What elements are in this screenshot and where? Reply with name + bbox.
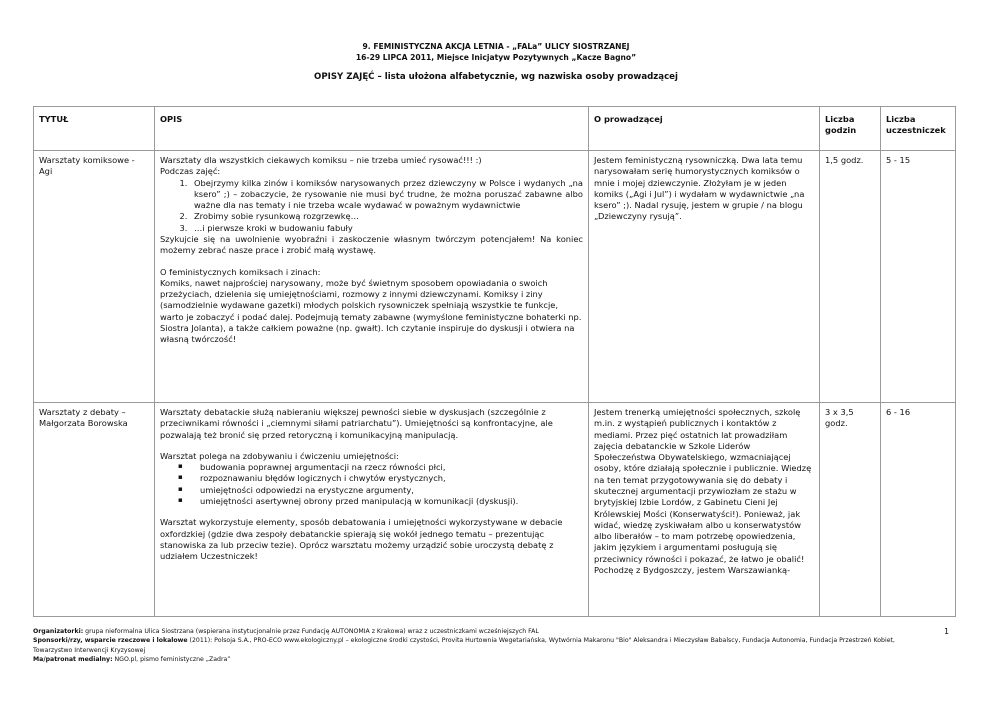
footer-sponsors: Sponsorki/rzy, wsparcie rzeczowe i lokalowe (2011): Polsoja S.A., PRO-ECO www.ekologiczny.pl – ekologiczne środki czystości, Provita Hurtownia Wegetariańska, Wytwórnia Makaronu "Bio" Aleksandra i Mieczysław Babalscy, Fundacja Autonomia, Fundacja Przestrzeń Kobiet, Towarzystwo Interwencji Kryzysowej	[33, 637, 895, 654]
row-title: Warsztaty z debaty – Małgorzata Borowska	[34, 403, 155, 617]
row-participants: 5 - 15	[881, 151, 956, 403]
description-list	[160, 462, 583, 507]
footer	[33, 627, 923, 664]
table-row	[34, 151, 956, 403]
list-item: 2. Zrobimy sobie rysunkową rozgrzewkę…	[190, 211, 583, 222]
table-row	[34, 403, 956, 617]
description-body: Komiks, nawet najprościej narysowany, może być świetnym sposobem opowiadania o swoich przeżyciach, dzielenia się umiejętnościami, rozmowy z innymi dziewczynami. Komiksy i ziny (samodzielnie wydawane gazetki) młodych polskich rysowniczek spełniają wszystkie te funkcje, warto je zobaczyć i podać dalej. Podejmują tematy zabawne (wymyślone feministyczne bohaterki np. Siostra Jolanta), a także całkiem poważne (np. gwałt). Ich czytanie inspiruje do dyskusji i otwiera na własną twórczość!	[160, 277, 582, 345]
list-item: ▪ budowania poprawnej argumentacji na rzecz równości płci,	[188, 462, 583, 473]
list-item: ▪ umiejętności odpowiedzi na erystyczne argumenty,	[188, 485, 583, 496]
footer-organizers: Organizatorki: grupa nieformalna Ulica Siostrzana (wspierana instytucjonalnie przez Fundację AUTONOMIA z Krakowa) wraz z uczestniczkami wcześniejszych FAL	[33, 628, 539, 635]
header-line-1: 9. FEMINISTYCZNA AKCJA LETNIA - „FALa” ULICY SIOSTRZANEJ	[362, 42, 630, 51]
row-about	[589, 403, 820, 617]
column-header-hours: Liczba godzin	[820, 107, 881, 151]
column-header-participants: Liczba uczestniczek	[881, 107, 956, 151]
footer-media: Ma/patronat medialny: NGO.pl, pismo feministyczne „Zadra”	[33, 655, 231, 663]
row-about: Jestem feministyczną rysowniczką. Dwa lata temu narysowałam serię humorystycznych komiksów o mnie i mojej dziewczynie. Złożyłam je w jeden komiks („Agi i Jul”) i wydałam w wydawnictwie „na ksero” ;). Nadal rysuję, jestem w grupie / na blogu „Dziewczyny rysują”.	[589, 151, 820, 403]
page-title: OPISY ZAJĘĆ – lista ułożona alfabetycznie, wg nazwiska osoby prowadzącej	[314, 72, 678, 82]
column-header-description: OPIS	[155, 107, 589, 151]
list-item: 3. …i pierwsze kroki w budowaniu fabuły	[190, 223, 583, 234]
description-intro: Warsztaty dla wszystkich ciekawych komiksu – nie trzeba umieć rysować!!! :)	[160, 155, 482, 165]
description-during: Podczas zajęć:	[160, 166, 221, 177]
page-number: 1	[944, 627, 950, 636]
description-during: Warsztat polega na zdobywaniu i ćwiczeniu umiejętności:	[160, 450, 399, 461]
list-item: ▪ umiejętności asertywnej obrony przed manipulacją w komunikacji (dyskusji).	[188, 496, 583, 507]
table-header-row	[34, 107, 956, 151]
row-participants: 6 - 16	[881, 403, 956, 617]
about-text: Jestem trenerką umiejętności społecznych, szkolę m.in. z wystąpień publicznych i kontaktów z mediami. Przez pięć ostatnich lat prowadziłam zajęcia debatanckie w Szkole Liderów Społeczeństwa Obywatelskiego, wzmacniającej osoby, które działają społecznie i publicznie. Wiedzę na ten temat przygotowywania się do debaty i skutecznej argumentacji przywiozłam ze stażu w brytyjskiej Izbie Lordów, z Gabinetu Cieni Jej Królewskiej Mości (Konserwatyści!). Ponieważ, jak widać, wiedzę zyskiwałam albo u konserwatystów albo liberałów – to mam potrzebę opowiedzenia, jakim językiem i argumentami posługują się przeciwnicy równości i pokazać, że łatwo je obalić!	[594, 407, 812, 564]
list-item: 1. Obejrzymy kilka zinów i komiksów narysowanych przez dziewczyny w Polsce i wydanych „na ksero” ;) – zobaczycie, że rysowanie nie musi być trudne, że można poruszać zabawne albo ważne dla nas tematy i nie trzeba wcale wydawać w poważnym wydawnictwie	[190, 178, 583, 212]
header-line-2: 16-29 LIPCA 2011, Miejsce Inicjatyw Pozytywnych „Kacze Bagno”	[355, 53, 637, 62]
about-text-continued: Pochodzę z Bydgoszczy, jestem Warszawianką-	[594, 564, 791, 575]
description-intro: Warsztaty debatackie służą nabieraniu większej pewności siebie w dyskusjach (szczególnie z przeciwnikami równości i „ciemnymi siłami patriarchatu”). Umiejętności są konfrontacyjne, ale pozwalają też bronić się przed retoryczną i komunikacyjną manipulacją.	[160, 407, 553, 440]
row-title: Warsztaty komiksowe - Agi	[34, 151, 155, 403]
list-item: ▪ rozpoznawaniu błędów logicznych i chwytów erystycznych,	[188, 473, 583, 484]
description-subheading: O feministycznych komiksach i zinach:	[160, 266, 321, 277]
column-header-title: TYTUŁ	[34, 107, 155, 151]
workshops-table	[33, 106, 956, 617]
row-hours: 1,5 godz.	[820, 151, 881, 403]
row-hours: 3 x 3,5 godz.	[820, 403, 881, 617]
description-list	[160, 178, 583, 234]
description-after: Szykujcie się na uwolnienie wyobraźni i zaskoczenie własnym twórczym potencjałem! Na koniec możemy zebrać nasze prace i zrobić małą wystawę.	[160, 233, 583, 256]
description-after: Warsztat wykorzystuje elementy, sposób debatowania i umiejętności wykorzystywane w debacie oxfordzkiej (gdzie dwa zespoły debatanckie spierają się wokół jednego tematu – prezentując stanowiska za lub przeciw tezie). Oprócz warsztatu możemy urządzić sobie uroczystą debatę z udziałem Uczestniczek!	[160, 517, 563, 562]
row-description	[155, 151, 589, 403]
row-description	[155, 403, 589, 617]
column-header-about: O prowadzącej	[589, 107, 820, 151]
